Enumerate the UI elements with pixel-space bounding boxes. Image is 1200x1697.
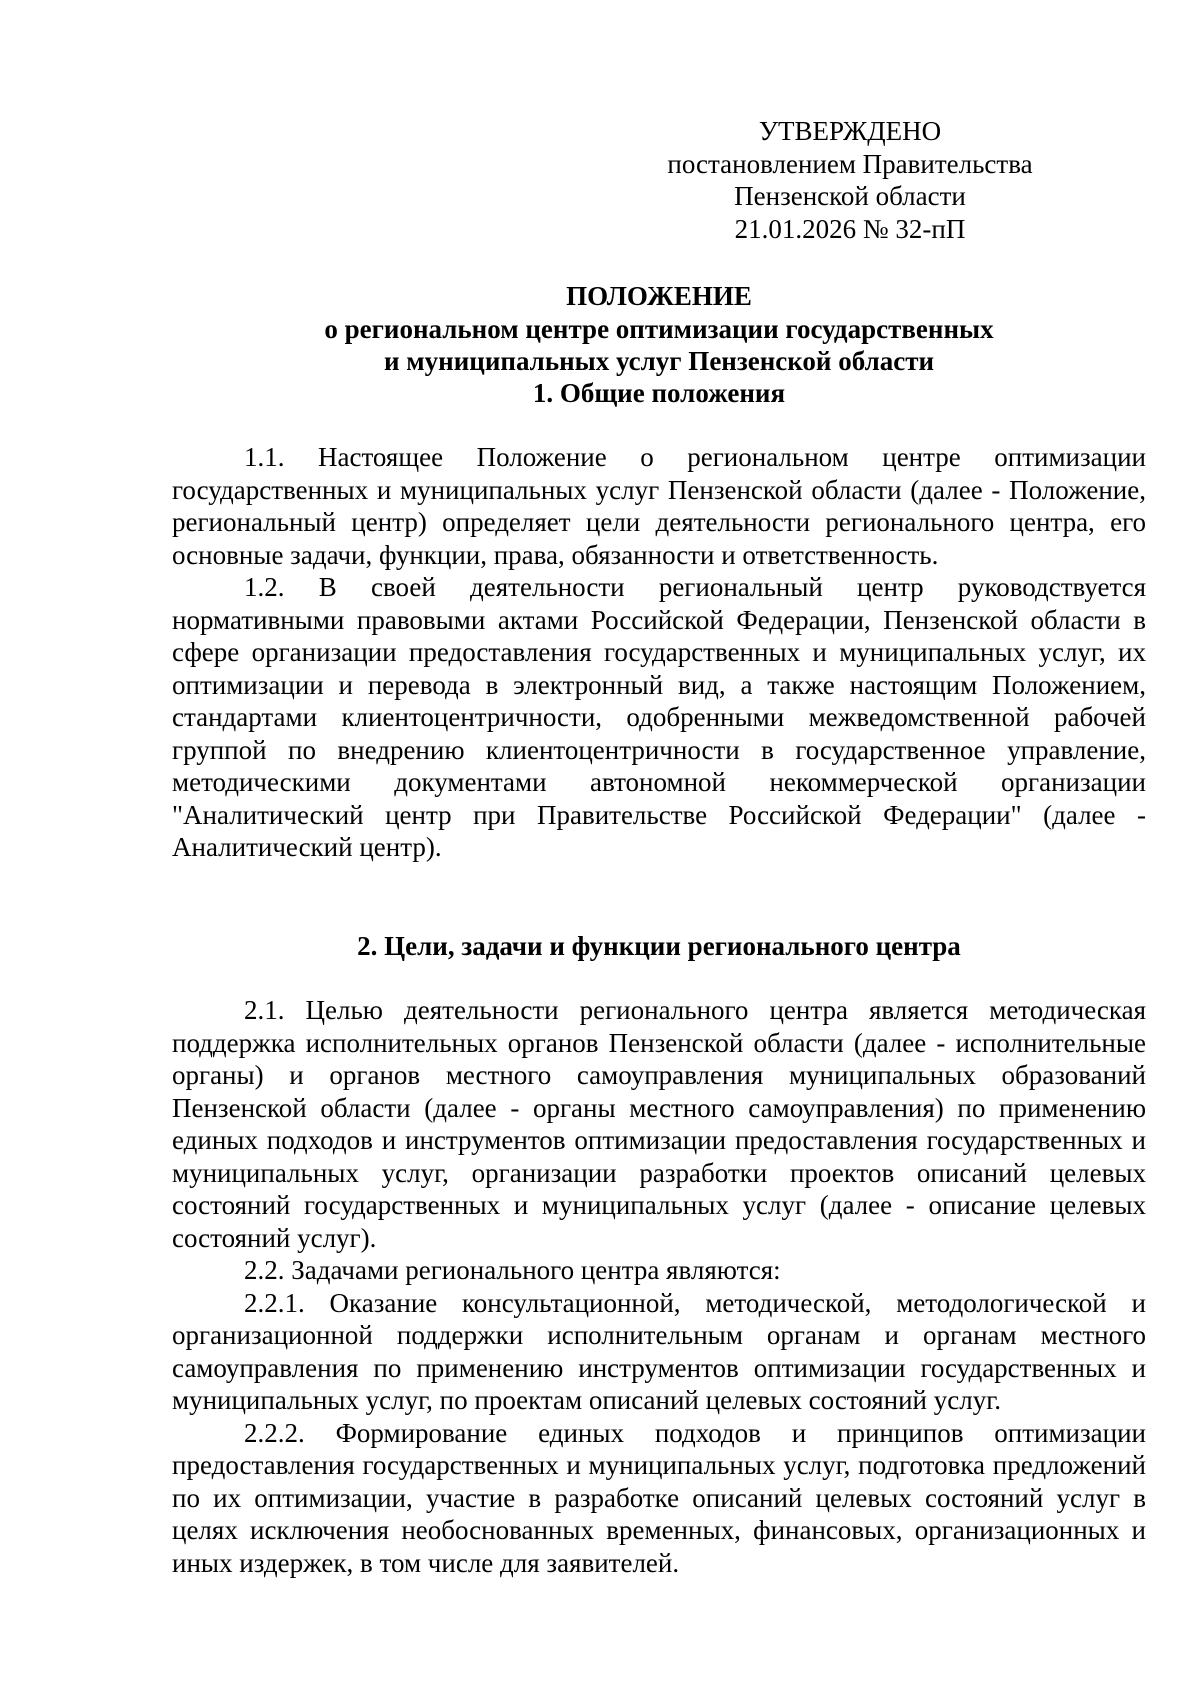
approval-line-approved: УТВЕРЖДЕНО	[758, 116, 942, 146]
paragraph-1-2: 1.2. В своей деятельности региональный центр руководствуется нормативными правовыми актами Российской Федерации, Пензенской области в сфере организации предоставления государственных и муниципальных услуг, их оптимизации и перевода в электронный вид, а также настоящим Положением, стандартами клиентоцентричности, одобренными межведомственной рабочей группой по внедрению клиентоцентричности в государственное управление, методическими документами автономной некоммерческой организации "Аналитический центр при Правительстве Российской Федерации" (далее - Аналитический центр).	[172, 572, 1146, 862]
approval-line-date-number: 21.01.2026 № 32-пП	[734, 213, 966, 244]
section-2-heading: 2. Цели, задачи и функции регионального центра	[357, 931, 961, 961]
title-line-1: ПОЛОЖЕНИЕ	[566, 281, 752, 311]
section-1-heading: 1. Общие положения	[532, 378, 786, 408]
approval-stamp	[640, 115, 1060, 245]
document-title	[172, 280, 1146, 378]
paragraph-2-1: 2.1. Целью деятельности регионального центра является методическая поддержка исполнительных органов Пензенской области (далее - исполнительные органы) и органов местного самоуправления муниципальных образований Пензенской области (далее - органы местного самоуправления) по применению единых подходов и инструментов оптимизации предоставления государственных и муниципальных услуг, организации разработки проектов описаний целевых состояний государственных и муниципальных услуг (далее - описание целевых состояний услуг).	[172, 995, 1146, 1253]
title-line-3: и муниципальных услуг Пензенской области	[383, 346, 935, 376]
paragraph-1-1: 1.1. Настоящее Положение о региональном центре оптимизации государственных и муниципальных услуг Пензенской области (далее - Положение, региональный центр) определяет цели деятельности регионального центра, его основные задачи, функции, права, обязанности и ответственность.	[172, 442, 1146, 570]
paragraph-2-2-2: 2.2.2. Формирование единых подходов и принципов оптимизации предоставления государственных и муниципальных услуг, подготовка предложений по их оптимизации, участие в разработке описаний целевых состояний услуг в целях исключения необоснованных временных, финансовых, организационных и иных издержек, в том числе для заявителей.	[172, 1417, 1146, 1578]
approval-line-resolution: постановлением Правительства	[667, 148, 1033, 179]
section-2-body	[172, 994, 1146, 1579]
title-line-2: о региональном центре оптимизации государственных	[324, 313, 994, 344]
paragraph-2-2: 2.2. Задачами регионального центра являются:	[244, 1255, 781, 1285]
paragraph-2-2-1: 2.2.1. Оказание консультационной, методической, методологической и организационной поддержки исполнительным органам и органам местного самоуправления по применению инструментов оптимизации государственных и муниципальных услуг, по проектам описаний целевых состояний услуг.	[172, 1287, 1146, 1415]
section-1-body	[172, 441, 1146, 864]
approval-line-region: Пензенской области	[734, 181, 966, 211]
